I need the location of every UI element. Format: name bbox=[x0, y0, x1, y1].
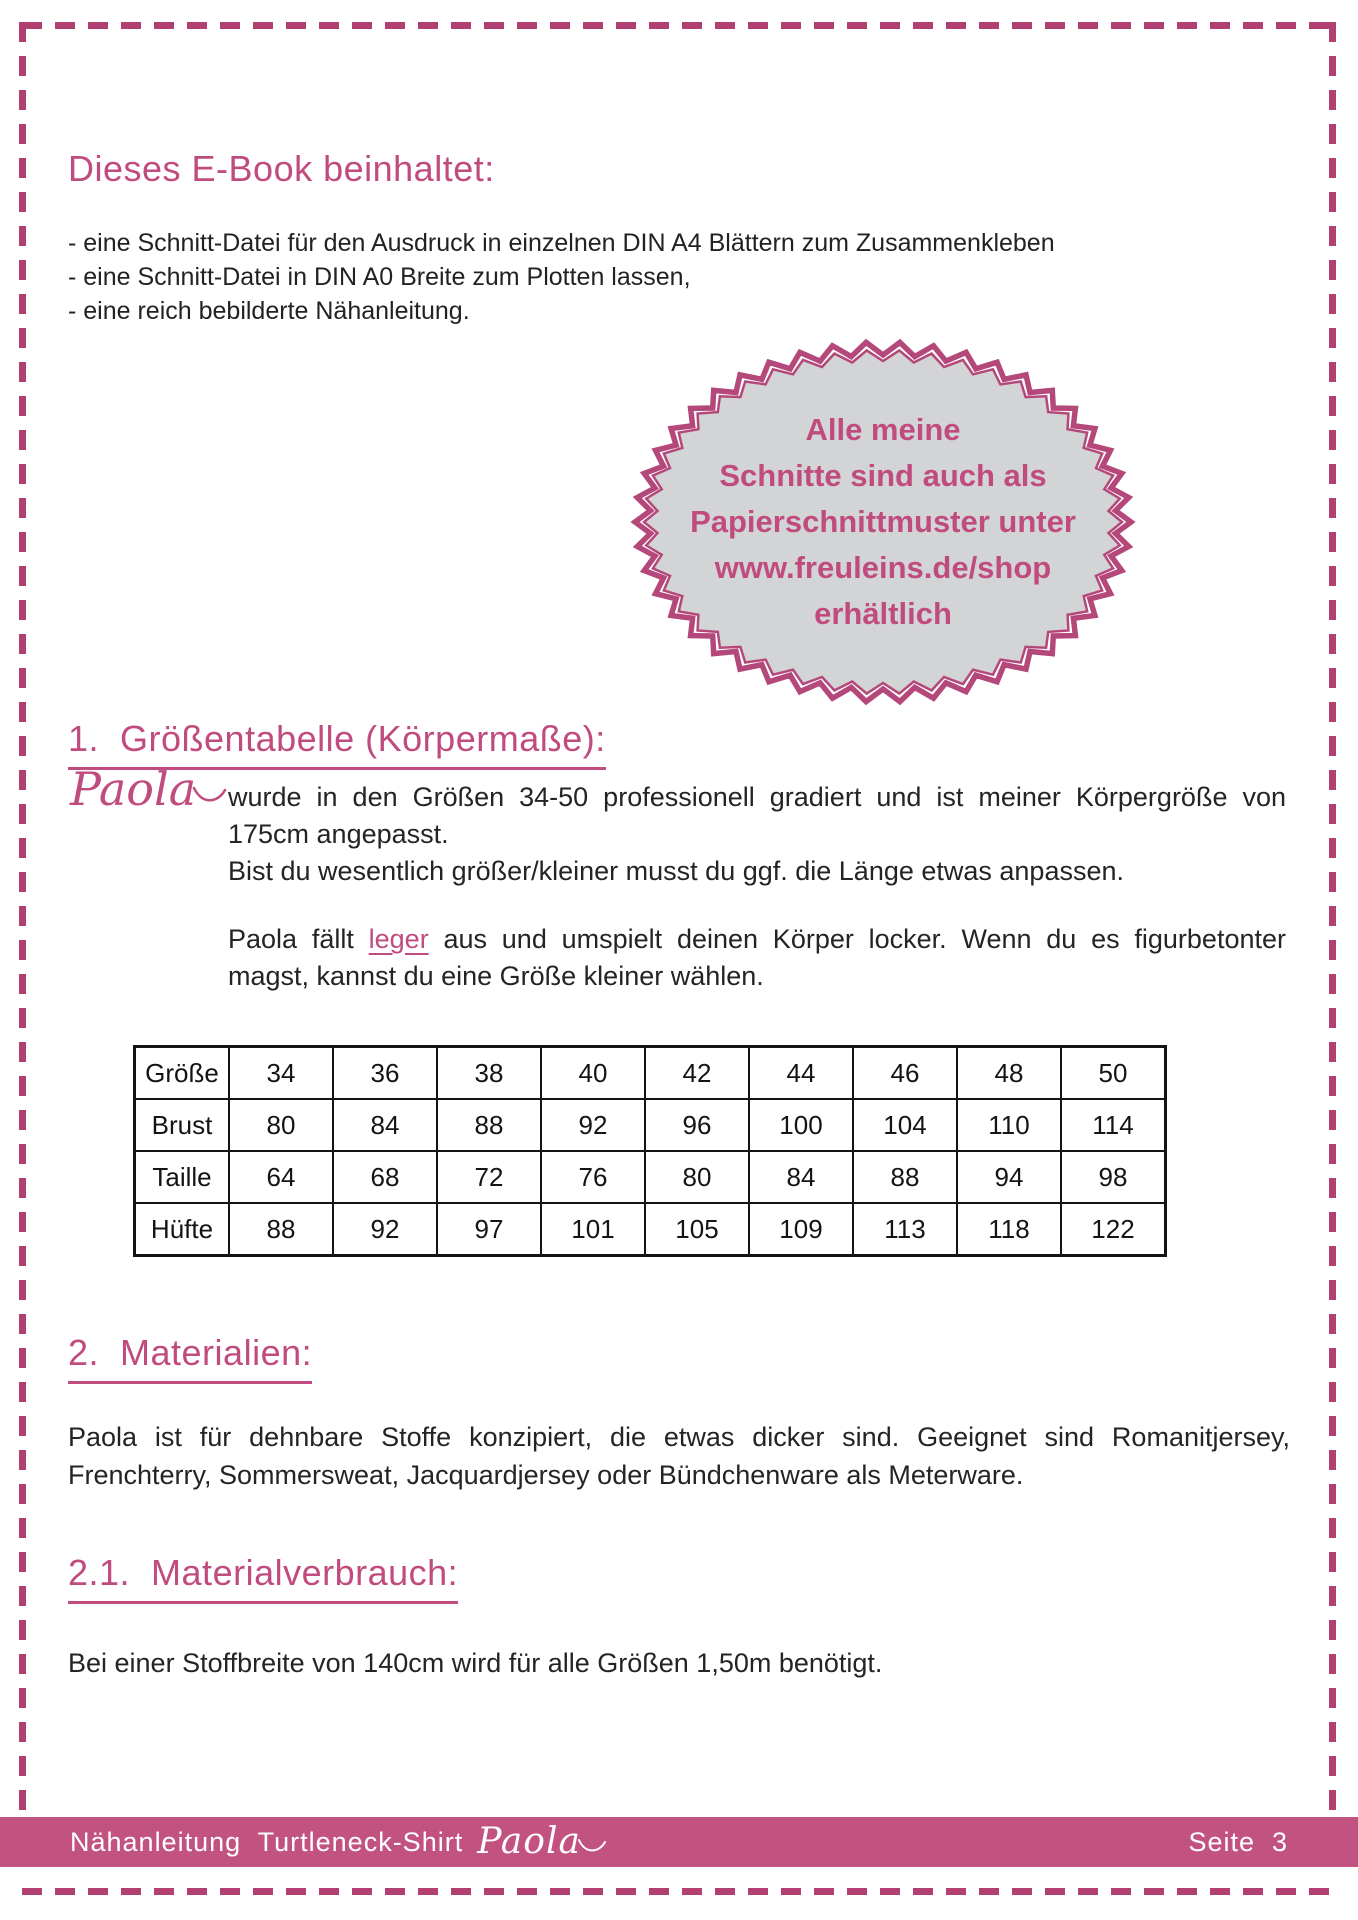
badge-line: Schnitte sind auch als bbox=[719, 458, 1047, 493]
section-2-paragraph: Paola ist für dehnbare Stoffe konzipiert, die etwas dicker sind. Geeignet sind Romanitjersey, Frenchterry, Sommersweat, Jacquardjersey oder Bündchenware als Meterware. bbox=[68, 1422, 1290, 1490]
bullet-item: - eine Schnitt-Datei in DIN A0 Breite zum Plotten lassen, bbox=[68, 263, 691, 291]
table-cell: 80 bbox=[645, 1151, 749, 1203]
section-2-1-paragraph: Bei einer Stoffbreite von 140cm wird für alle Größen 1,50m benötigt. bbox=[68, 1648, 883, 1678]
table-cell: 36 bbox=[333, 1047, 437, 1100]
badge-text bbox=[630, 407, 1136, 637]
section-1-heading: 1. Größentabelle (Körpermaße): bbox=[68, 718, 606, 770]
table-cell: 113 bbox=[853, 1203, 957, 1256]
footer-paola-logo: Paola bbox=[477, 1824, 607, 1860]
paola-logo: Paola bbox=[70, 762, 228, 816]
table-cell: 76 bbox=[541, 1151, 645, 1203]
table-cell: 72 bbox=[437, 1151, 541, 1203]
table-cell: 109 bbox=[749, 1203, 853, 1256]
table-cell: 88 bbox=[853, 1151, 957, 1203]
table-cell: 48 bbox=[957, 1047, 1061, 1100]
table-cell: 68 bbox=[333, 1151, 437, 1203]
table-cell: 104 bbox=[853, 1099, 957, 1151]
table-cell: 84 bbox=[749, 1151, 853, 1203]
table-cell: 50 bbox=[1061, 1047, 1166, 1100]
row-label: Hüfte bbox=[135, 1203, 230, 1256]
page-number: Seite 3 bbox=[1188, 1826, 1288, 1857]
table-cell: 44 bbox=[749, 1047, 853, 1100]
table-cell: 118 bbox=[957, 1203, 1061, 1256]
table-cell: 84 bbox=[333, 1099, 437, 1151]
row-label: Brust bbox=[135, 1099, 230, 1151]
row-label: Größe bbox=[135, 1047, 230, 1100]
table-row-groesse bbox=[135, 1047, 1166, 1100]
size-table bbox=[133, 1045, 1167, 1257]
intro-heading: Dieses E-Book beinhaltet: bbox=[68, 148, 495, 189]
footer-bar bbox=[0, 1817, 1358, 1867]
table-row-taille bbox=[135, 1151, 1166, 1203]
page-border-left bbox=[19, 22, 26, 1812]
shop-badge bbox=[630, 336, 1136, 708]
table-cell: 88 bbox=[229, 1203, 333, 1256]
page-border-top bbox=[22, 22, 1334, 29]
table-row-huefte bbox=[135, 1203, 1166, 1256]
badge-url: www.freuleins.de/shop bbox=[714, 550, 1052, 585]
table-cell: 101 bbox=[541, 1203, 645, 1256]
page-border-right bbox=[1329, 22, 1336, 1812]
table-cell: 38 bbox=[437, 1047, 541, 1100]
badge-line: Papierschnittmuster unter bbox=[690, 504, 1076, 539]
table-cell: 94 bbox=[957, 1151, 1061, 1203]
section-2-heading: 2. Materialien: bbox=[68, 1332, 312, 1384]
row-label: Taille bbox=[135, 1151, 230, 1203]
table-cell: 122 bbox=[1061, 1203, 1166, 1256]
table-cell: 92 bbox=[333, 1203, 437, 1256]
table-cell: 42 bbox=[645, 1047, 749, 1100]
table-cell: 114 bbox=[1061, 1099, 1166, 1151]
table-cell: 40 bbox=[541, 1047, 645, 1100]
table-cell: 80 bbox=[229, 1099, 333, 1151]
leger-link[interactable]: leger bbox=[368, 924, 429, 954]
paragraph-line: Bist du wesentlich größer/kleiner musst du ggf. die Länge etwas anpassen. bbox=[228, 856, 1124, 886]
table-cell: 110 bbox=[957, 1099, 1061, 1151]
table-row-brust bbox=[135, 1099, 1166, 1151]
section-1-paragraph bbox=[228, 779, 1286, 890]
bullet-item: - eine Schnitt-Datei für den Ausdruck in einzelnen DIN A4 Blättern zum Zusammenkleben bbox=[68, 229, 1055, 257]
section-1-paragraph-fit: Paola fällt leger aus und umspielt deinen Körper locker. Wenn du es figurbetonter magst, kannst du eine Größe kleiner wählen. bbox=[228, 924, 1286, 991]
table-cell: 105 bbox=[645, 1203, 749, 1256]
table-cell: 96 bbox=[645, 1099, 749, 1151]
logo-swash-icon bbox=[577, 1838, 607, 1856]
paragraph-line: wurde in den Größen 34-50 professionell gradiert und ist meiner Körpergröße von 175cm angepasst. bbox=[228, 782, 1286, 849]
table-cell: 92 bbox=[541, 1099, 645, 1151]
badge-line: Alle meine bbox=[805, 412, 961, 447]
table-cell: 98 bbox=[1061, 1151, 1166, 1203]
table-cell: 97 bbox=[437, 1203, 541, 1256]
footer-title: Nähanleitung Turtleneck-Shirt Paola bbox=[70, 1824, 607, 1860]
intro-bullet-list bbox=[68, 226, 1055, 328]
table-cell: 34 bbox=[229, 1047, 333, 1100]
bullet-item: - eine reich bebilderte Nähanleitung. bbox=[68, 297, 470, 325]
table-cell: 46 bbox=[853, 1047, 957, 1100]
section-2-1-heading: 2.1. Materialverbrauch: bbox=[68, 1552, 458, 1604]
table-cell: 88 bbox=[437, 1099, 541, 1151]
logo-swash-icon bbox=[192, 785, 228, 807]
badge-line: erhältlich bbox=[814, 596, 952, 631]
table-cell: 64 bbox=[229, 1151, 333, 1203]
page-border-bottom bbox=[22, 1888, 1334, 1895]
table-cell: 100 bbox=[749, 1099, 853, 1151]
